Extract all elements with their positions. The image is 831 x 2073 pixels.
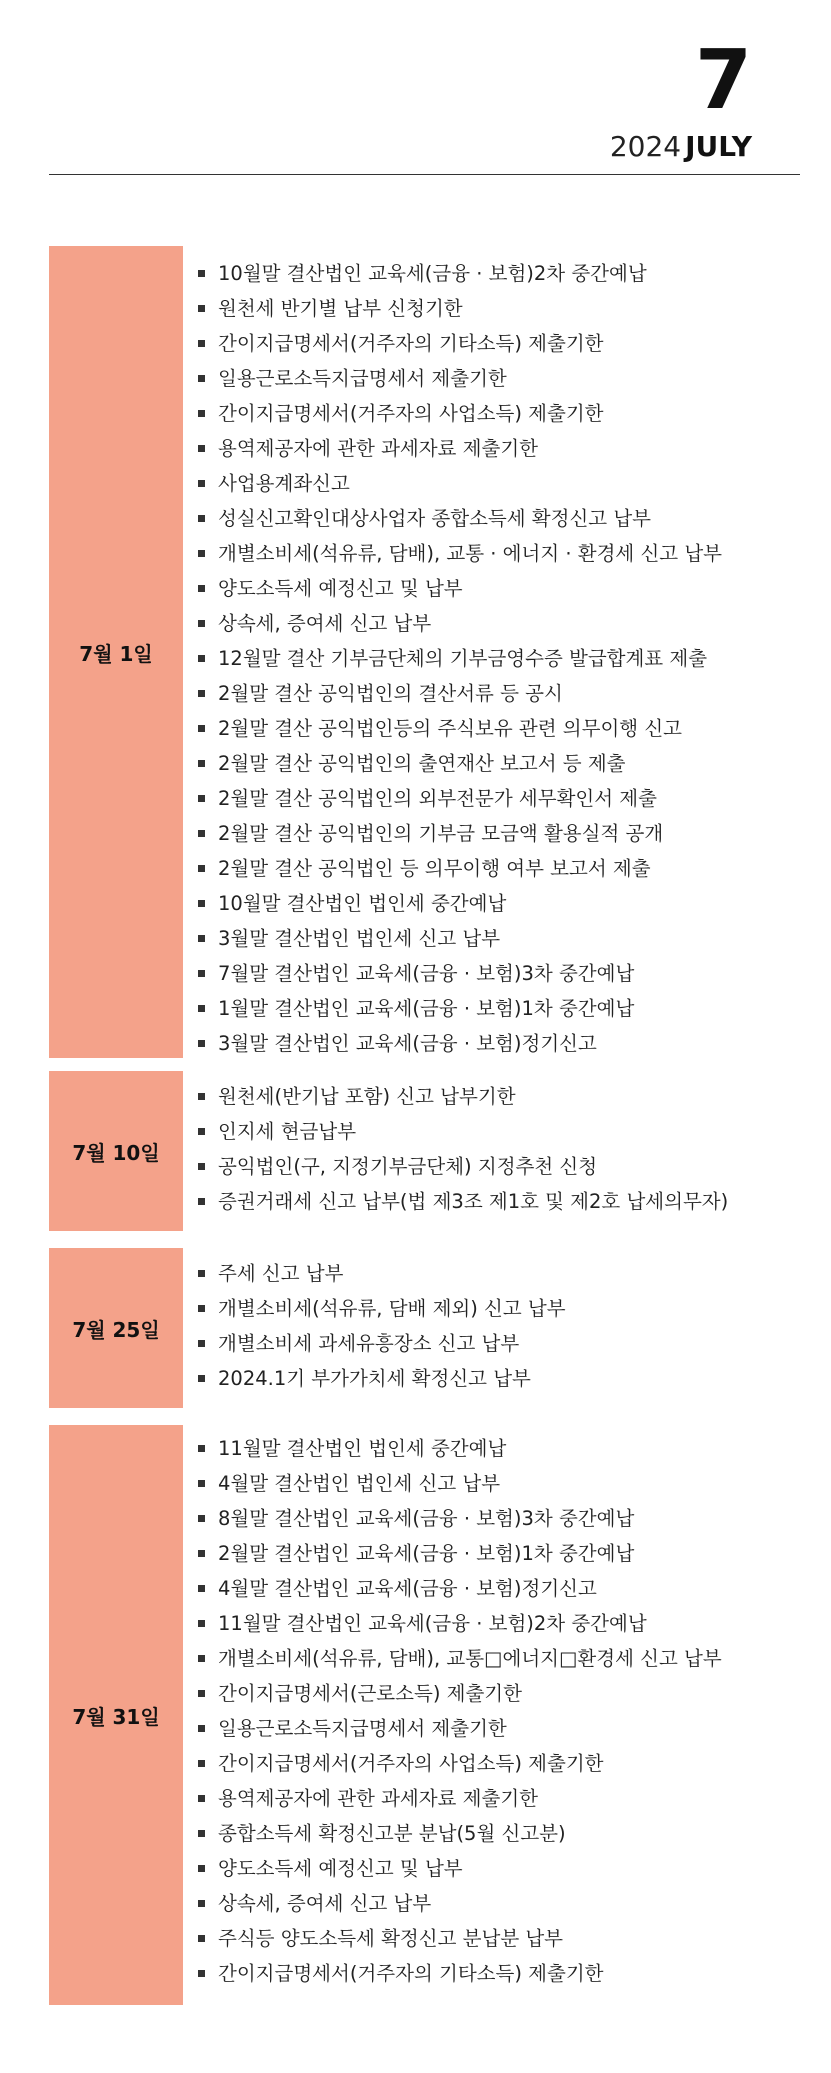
square-bullet-icon — [198, 1040, 205, 1047]
deadline-item-text: 상속세, 증여세 신고 납부 — [218, 1892, 432, 1915]
deadline-item-text: 10월말 결산법인 법인세 중간예납 — [218, 892, 507, 915]
square-bullet-icon — [198, 1128, 205, 1135]
deadline-list — [198, 1079, 800, 1219]
square-bullet-icon — [198, 1690, 205, 1697]
square-bullet-icon — [198, 900, 205, 907]
deadline-item-text: 2월말 결산법인 교육세(금융 · 보험)1차 중간예납 — [218, 1542, 635, 1565]
deadline-item-text: 4월말 결산법인 법인세 신고 납부 — [218, 1472, 501, 1495]
square-bullet-icon — [198, 655, 205, 662]
square-bullet-icon — [198, 1093, 205, 1100]
square-bullet-icon — [198, 1270, 205, 1277]
deadline-item — [198, 571, 800, 606]
square-bullet-icon — [198, 1340, 205, 1347]
square-bullet-icon — [198, 585, 205, 592]
deadline-item — [198, 326, 800, 361]
deadline-list — [198, 1431, 800, 1991]
deadline-item-text: 개별소비세(석유류, 담배), 교통 · 에너지 · 환경세 신고 납부 — [218, 542, 723, 565]
deadline-item-text: 원천세(반기납 포함) 신고 납부기한 — [218, 1085, 516, 1108]
deadline-item-text: 증권거래세 신고 납부(법 제3조 제1호 및 제2호 납세의무자) — [218, 1190, 729, 1213]
deadline-item — [198, 1816, 800, 1851]
date-section — [49, 1071, 800, 1231]
deadline-item — [198, 781, 800, 816]
deadline-item — [198, 1326, 800, 1361]
deadline-item — [198, 1026, 800, 1061]
deadline-item-text: 2월말 결산 공익법인의 출연재산 보고서 등 제출 — [218, 752, 626, 775]
square-bullet-icon — [198, 270, 205, 277]
deadline-item-text: 개별소비세 과세유흥장소 신고 납부 — [218, 1332, 520, 1355]
square-bullet-icon — [198, 1725, 205, 1732]
deadline-item-text: 공익법인(구, 지정기부금단체) 지정추천 신청 — [218, 1155, 598, 1178]
deadline-item — [198, 291, 800, 326]
square-bullet-icon — [198, 305, 205, 312]
deadline-list — [198, 256, 800, 1061]
square-bullet-icon — [198, 1655, 205, 1662]
square-bullet-icon — [198, 865, 205, 872]
deadline-item — [198, 1536, 800, 1571]
square-bullet-icon — [198, 1480, 205, 1487]
deadline-item-text: 10월말 결산법인 교육세(금융 · 보험)2차 중간예납 — [218, 262, 647, 285]
square-bullet-icon — [198, 1830, 205, 1837]
square-bullet-icon — [198, 445, 205, 452]
deadline-item — [198, 1079, 800, 1114]
date-section — [49, 1248, 800, 1408]
square-bullet-icon — [198, 1865, 205, 1872]
deadline-item-text: 인지세 현금납부 — [218, 1120, 357, 1143]
square-bullet-icon — [198, 1900, 205, 1907]
deadline-item — [198, 1361, 800, 1396]
deadline-item — [198, 1184, 800, 1219]
deadline-item — [198, 1501, 800, 1536]
deadline-item — [198, 501, 800, 536]
deadline-item-text: 양도소득세 예정신고 및 납부 — [218, 577, 463, 600]
date-column — [49, 1248, 183, 1408]
year-month-line — [609, 130, 752, 163]
deadline-item — [198, 1921, 800, 1956]
date-label: 7월 25일 — [72, 1317, 160, 1342]
deadline-item-text: 7월말 결산법인 교육세(금융 · 보험)3차 중간예납 — [218, 962, 635, 985]
deadline-item — [198, 1606, 800, 1641]
deadline-item-text: 11월말 결산법인 교육세(금융 · 보험)2차 중간예납 — [218, 1612, 647, 1635]
deadline-item — [198, 1466, 800, 1501]
deadline-item-text: 개별소비세(석유류, 담배 제외) 신고 납부 — [218, 1297, 566, 1320]
year-label: 2024 — [609, 130, 682, 163]
deadline-item — [198, 1676, 800, 1711]
deadline-item — [198, 1571, 800, 1606]
square-bullet-icon — [198, 1760, 205, 1767]
deadline-item — [198, 1711, 800, 1746]
deadline-item — [198, 711, 800, 746]
square-bullet-icon — [198, 760, 205, 767]
deadline-list — [198, 1256, 800, 1396]
deadline-item-text: 양도소득세 예정신고 및 납부 — [218, 1857, 463, 1880]
deadline-item — [198, 1291, 800, 1326]
deadline-item-text: 사업용계좌신고 — [218, 472, 350, 495]
date-label: 7월 31일 — [72, 1704, 160, 1729]
deadline-item — [198, 1149, 800, 1184]
deadline-item — [198, 991, 800, 1026]
square-bullet-icon — [198, 375, 205, 382]
deadline-item-text: 12월말 결산 기부금단체의 기부금영수증 발급합계표 제출 — [218, 647, 708, 670]
deadline-item-text: 8월말 결산법인 교육세(금융 · 보험)3차 중간예납 — [218, 1507, 635, 1530]
square-bullet-icon — [198, 1795, 205, 1802]
deadline-item — [198, 851, 800, 886]
deadline-item-text: 1월말 결산법인 교육세(금융 · 보험)1차 중간예납 — [218, 997, 635, 1020]
deadline-item — [198, 256, 800, 291]
deadline-item-text: 4월말 결산법인 교육세(금융 · 보험)정기신고 — [218, 1577, 597, 1600]
deadline-item — [198, 886, 800, 921]
square-bullet-icon — [198, 1620, 205, 1627]
deadline-item-text: 간이지급명세서(거주자의 사업소득) 제출기한 — [218, 402, 604, 425]
date-column — [49, 246, 183, 1058]
square-bullet-icon — [198, 1163, 205, 1170]
deadline-item-text: 간이지급명세서(거주자의 기타소득) 제출기한 — [218, 332, 604, 355]
deadline-item — [198, 1746, 800, 1781]
square-bullet-icon — [198, 935, 205, 942]
square-bullet-icon — [198, 690, 205, 697]
deadline-item — [198, 1886, 800, 1921]
square-bullet-icon — [198, 1445, 205, 1452]
deadline-item — [198, 361, 800, 396]
square-bullet-icon — [198, 480, 205, 487]
deadline-item-text: 2월말 결산 공익법인의 결산서류 등 공시 — [218, 682, 563, 705]
deadline-item — [198, 921, 800, 956]
deadline-item-text: 용역제공자에 관한 과세자료 제출기한 — [218, 1787, 538, 1810]
deadline-item-text: 2월말 결산 공익법인 등 의무이행 여부 보고서 제출 — [218, 857, 651, 880]
deadline-item — [198, 1956, 800, 1991]
deadline-item — [198, 956, 800, 991]
square-bullet-icon — [198, 1515, 205, 1522]
deadline-item-text: 주식등 양도소득세 확정신고 분납분 납부 — [218, 1927, 564, 1950]
date-column — [49, 1071, 183, 1231]
deadline-item — [198, 396, 800, 431]
deadline-item-text: 2024.1기 부가가치세 확정신고 납부 — [218, 1367, 531, 1390]
deadline-item — [198, 1781, 800, 1816]
deadline-item-text: 3월말 결산법인 법인세 신고 납부 — [218, 927, 501, 950]
square-bullet-icon — [198, 340, 205, 347]
deadline-item — [198, 816, 800, 851]
deadline-item-text: 간이지급명세서(거주자의 기타소득) 제출기한 — [218, 1962, 604, 1985]
deadline-item-text: 원천세 반기별 납부 신청기한 — [218, 297, 463, 320]
square-bullet-icon — [198, 1970, 205, 1977]
deadline-item-text: 2월말 결산 공익법인등의 주식보유 관련 의무이행 신고 — [218, 717, 683, 740]
deadline-item-text: 일용근로소득지급명세서 제출기한 — [218, 1717, 507, 1740]
deadline-item — [198, 641, 800, 676]
date-column — [49, 1425, 183, 2005]
deadline-item-text: 2월말 결산 공익법인의 외부전문가 세무확인서 제출 — [218, 787, 657, 810]
deadline-item-text: 11월말 결산법인 법인세 중간예납 — [218, 1437, 507, 1460]
square-bullet-icon — [198, 1585, 205, 1592]
month-number: 7 — [694, 33, 752, 128]
deadline-item-text: 주세 신고 납부 — [218, 1262, 344, 1285]
square-bullet-icon — [198, 1198, 205, 1205]
deadline-item-text: 성실신고확인대상사업자 종합소득세 확정신고 납부 — [218, 507, 652, 530]
square-bullet-icon — [198, 410, 205, 417]
square-bullet-icon — [198, 1375, 205, 1382]
date-label: 7월 10일 — [72, 1140, 160, 1165]
deadline-item-text: 용역제공자에 관한 과세자료 제출기한 — [218, 437, 538, 460]
deadline-item-text: 종합소득세 확정신고분 분납(5월 신고분) — [218, 1822, 566, 1845]
square-bullet-icon — [198, 1305, 205, 1312]
deadline-item-text: 간이지급명세서(거주자의 사업소득) 제출기한 — [218, 1752, 604, 1775]
deadline-item-text: 간이지급명세서(근로소득) 제출기한 — [218, 1682, 522, 1705]
deadline-item-text: 개별소비세(석유류, 담배), 교통□에너지□환경세 신고 납부 — [218, 1647, 722, 1670]
square-bullet-icon — [198, 795, 205, 802]
deadline-item — [198, 466, 800, 501]
square-bullet-icon — [198, 550, 205, 557]
square-bullet-icon — [198, 620, 205, 627]
month-name-label: JULY — [685, 130, 752, 163]
square-bullet-icon — [198, 830, 205, 837]
square-bullet-icon — [198, 1935, 205, 1942]
deadline-item — [198, 1431, 800, 1466]
date-label: 7월 1일 — [79, 641, 153, 666]
deadline-item — [198, 1851, 800, 1886]
square-bullet-icon — [198, 515, 205, 522]
calendar-header — [49, 0, 800, 175]
square-bullet-icon — [198, 970, 205, 977]
deadline-item — [198, 746, 800, 781]
deadline-item — [198, 1641, 800, 1676]
date-section — [49, 1425, 800, 2005]
square-bullet-icon — [198, 725, 205, 732]
square-bullet-icon — [198, 1005, 205, 1012]
deadline-item — [198, 536, 800, 571]
deadline-item — [198, 1256, 800, 1291]
date-section — [49, 246, 800, 1058]
deadline-item-text: 2월말 결산 공익법인의 기부금 모금액 활용실적 공개 — [218, 822, 664, 845]
deadline-item — [198, 676, 800, 711]
deadline-item-text: 일용근로소득지급명세서 제출기한 — [218, 367, 507, 390]
deadline-item — [198, 431, 800, 466]
deadline-item-text: 상속세, 증여세 신고 납부 — [218, 612, 432, 635]
deadline-item — [198, 1114, 800, 1149]
deadline-item-text: 3월말 결산법인 교육세(금융 · 보험)정기신고 — [218, 1032, 597, 1055]
square-bullet-icon — [198, 1550, 205, 1557]
deadline-item — [198, 606, 800, 641]
